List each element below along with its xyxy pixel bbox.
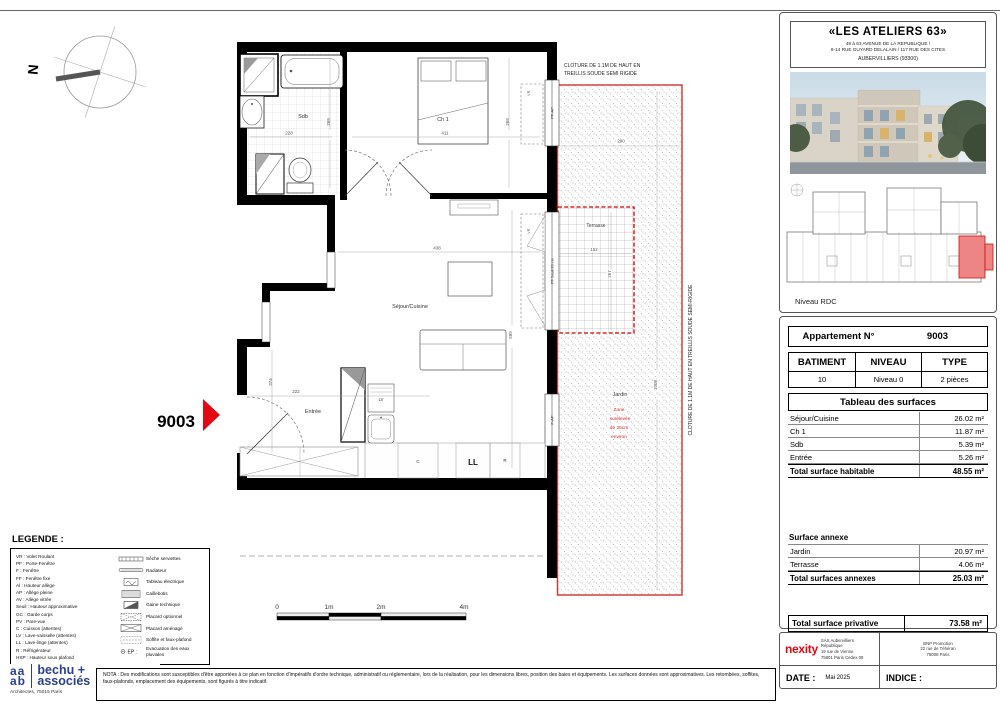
- legend-title: LEGENDE :: [12, 534, 64, 545]
- svg-text:CLOTURE DE 1.1M DE HAUT EN TR: CLOTURE DE 1.1M DE HAUT EN TREILLIS SOUDE SEMI-RIGIDE: [688, 284, 694, 436]
- north-compass-icon: [25, 26, 146, 117]
- svg-text:438: 438: [433, 245, 441, 251]
- legend-abbreviation: HSP : Hauteur sous plafond: [16, 654, 75, 660]
- nexity-logo: nexity: [785, 642, 818, 656]
- legend-abbreviation: FF : Fenêtre fixe: [16, 575, 51, 581]
- partner-cell: [880, 633, 996, 665]
- legend-symbol-row: Placard optionnel: [118, 611, 206, 623]
- toilet: [287, 158, 313, 193]
- svg-text:152: 152: [590, 247, 598, 252]
- col-batiment: BATIMENT: [789, 353, 855, 372]
- svg-text:CLOTURE DE 1.1M DE HAUT EN: CLOTURE DE 1.1M DE HAUT EN: [564, 63, 641, 69]
- private-total-row: Total surface privative 73.58 m²: [788, 615, 988, 632]
- bedroom-furniture: [418, 58, 488, 144]
- key-plan-caption: Niveau RDC: [795, 296, 837, 306]
- kitchen: [341, 368, 545, 478]
- table-row: Jardin 20.97 m²: [788, 545, 988, 558]
- svg-text:267: 267: [607, 270, 612, 278]
- legend-abbreviation: AP : Allège pleine: [16, 590, 53, 596]
- table-row: Séjour/Cuisine 26.02 m²: [788, 412, 988, 425]
- legend-abbreviation: PV : Pare-vue: [16, 618, 46, 624]
- sofa: [420, 330, 506, 370]
- legend-abbreviation: C : Cuisson (attentes): [16, 626, 62, 632]
- svg-text:de 25cm: de 25cm: [609, 426, 629, 431]
- unit-entrance-marker: [157, 399, 220, 431]
- habitable-total-row: Total surface habitable 48.55 m²: [788, 464, 988, 478]
- nota-disclaimer: NOTA : Des modifications sont susceptibles d'être apportées à ce plan en fonction d'impératifs d'ordre technique, administratif ou réglementaire, lors de la réalisation, pour les dimensions libres, position des baies et équipements. Les surfaces données sont approximatives. Les retombées, soffites, faux-plafonds, emplacement des équipements, sont figurés à titre indicatif.: [96, 668, 776, 701]
- room-label-sejour: Séjour/Cuisine: [392, 304, 428, 310]
- scale-bar: [275, 604, 468, 620]
- window-label: PF-AP: [549, 107, 555, 119]
- apartment-number-row: [788, 326, 988, 347]
- window-sejour-left: [262, 252, 335, 342]
- val-niveau: Niveau 0: [855, 372, 921, 387]
- washbasin: [240, 96, 264, 128]
- svg-text:374: 374: [268, 378, 273, 386]
- surfaces-panel: [779, 316, 997, 629]
- table-row: Sdb 5.39 m²: [788, 438, 988, 451]
- bathtub: [281, 55, 343, 88]
- project-address-line2: 8-14 RUE GUYARD DELALAIN / 117 RUE DES CITES: [830, 47, 946, 53]
- hob-label: C: [416, 459, 420, 464]
- room-label-terrasse: Terrasse: [586, 223, 606, 229]
- project-address-line1: 49 à 63 AVENUE DE LA REPUBLIQUE /: [845, 41, 931, 46]
- legend-symbol-row: Sèche serviettes: [118, 553, 206, 565]
- table-row: Entrée 5.26 m²: [788, 451, 988, 464]
- building-level-type-table: [788, 352, 988, 388]
- indice-label: INDICE :: [886, 672, 922, 683]
- col-niveau: NIVEAU: [855, 353, 921, 372]
- project-city: AUBERVILLIERS (93300): [858, 55, 918, 62]
- technical-duct: [256, 154, 284, 194]
- svg-text:TREILLIS SOUDE SEMI RIGIDE: TREILLIS SOUDE SEMI RIGIDE: [564, 71, 638, 77]
- svg-text:269: 269: [326, 118, 331, 126]
- val-type: 2 pièces: [921, 372, 987, 387]
- room-label-entree: Entrée: [304, 409, 322, 415]
- architect-name: bechu + associés: [37, 662, 91, 688]
- svg-text:Zone: Zone: [613, 408, 625, 413]
- room-label-jardin: Jardin: [612, 392, 628, 398]
- tall-unit: [341, 368, 365, 442]
- window-sejour-right: [545, 394, 559, 446]
- table-row: Terrasse 4.06 m²: [788, 558, 988, 571]
- svg-text:EP :: EP :: [127, 649, 137, 656]
- roller-shutter-zones: [521, 84, 543, 328]
- legend-symbol-row: EP : Evacuation des eaux pluviales: [118, 646, 206, 658]
- project-panel: [779, 12, 997, 313]
- apartment-label: Appartement N°: [802, 331, 875, 342]
- indice-cell: [880, 666, 996, 689]
- table: [448, 262, 492, 296]
- legend-abbreviation: PF : Porte-Fenêtre: [16, 561, 55, 567]
- partner-address: BNP Promotion 22 rue de Téhéran 75008 Paris: [920, 640, 956, 657]
- unit-number: 9003: [157, 412, 195, 431]
- annexe-surfaces-table: [788, 544, 988, 585]
- svg-text:surélevée: surélevée: [609, 417, 631, 422]
- annexe-surfaces-title: Surface annexe: [789, 533, 849, 542]
- svg-text:environ: environ: [611, 435, 627, 440]
- window-label: PF Seuil 20 cm: [550, 258, 555, 284]
- legend-abbreviations: [16, 553, 118, 661]
- legend-abbreviation: VR : Volet Roulant: [16, 554, 55, 559]
- vr-label: VR: [526, 90, 531, 96]
- table-row: Ch 1 11.87 m²: [788, 425, 988, 438]
- window-label: F-AP: [549, 415, 555, 425]
- apartment-number: 9003: [926, 331, 949, 342]
- svg-text:1m: 1m: [324, 604, 334, 611]
- tv-console: [450, 200, 498, 215]
- key-plan: [783, 176, 993, 310]
- legend-symbols: [118, 553, 206, 661]
- fridge-label: R: [503, 458, 507, 463]
- legend-abbreviation: LL : Lave-linge (attentes): [16, 640, 68, 646]
- key-plan-compass-icon: [791, 184, 803, 196]
- svg-text:4m: 4m: [459, 604, 469, 611]
- room-label-sdb: Sdb: [298, 114, 308, 120]
- svg-text:2m: 2m: [376, 604, 386, 611]
- habitable-surfaces-table: [788, 412, 988, 478]
- dishwasher: [368, 384, 394, 412]
- north-label: N: [24, 63, 42, 76]
- architect-subtitle: Architectes, 75015 Paris: [10, 690, 62, 695]
- project-title-block: [790, 21, 986, 68]
- svg-text:290: 290: [617, 138, 625, 144]
- legend-symbol-row: Tableau électrique: [118, 576, 206, 588]
- room-label-ch1: Ch 1: [437, 117, 449, 123]
- washer-label: LL: [468, 458, 478, 467]
- svg-text:0: 0: [275, 604, 279, 611]
- annexe-total-row: Total surfaces annexes 25.03 m²: [788, 571, 988, 585]
- date-value: Mai 2025: [825, 674, 851, 681]
- svg-text:269: 269: [505, 118, 510, 126]
- dishwasher-label: LV: [378, 397, 384, 402]
- svg-text:222: 222: [292, 389, 300, 394]
- entry-closet: [240, 447, 358, 476]
- key-plan-highlighted-unit: [959, 236, 993, 278]
- living-furniture: [420, 200, 506, 370]
- legend-abbreviation: GC : Garde corps: [16, 611, 53, 617]
- legend-abbreviation: Seuil : Hauteur approximative: [16, 604, 78, 610]
- shower: [240, 54, 278, 96]
- svg-text:228: 228: [285, 130, 293, 136]
- logo-divider: [31, 664, 32, 688]
- legend-abbreviation: F : Fenêtre: [16, 568, 39, 574]
- col-type: TYPE: [921, 353, 987, 372]
- svg-text:1008: 1008: [653, 379, 658, 391]
- surfaces-table-title: Tableau des surfaces: [788, 393, 988, 411]
- entrance-opening: [237, 395, 247, 453]
- jardin-area: [558, 85, 683, 595]
- val-batiment: 10: [817, 375, 827, 384]
- legend-symbol-row: Placard aménagé: [118, 623, 206, 635]
- legend-symbol-row: Caillebotis: [118, 588, 206, 600]
- architect-logo-icon: aa ab: [10, 664, 27, 688]
- legend-symbol-row: Radiateur: [118, 565, 206, 577]
- entrance-arrow-icon: [203, 399, 220, 431]
- developer-cell: [780, 633, 880, 665]
- project-photo: [790, 72, 986, 174]
- legend-abbreviation: R : Réfrigérateur: [16, 647, 51, 653]
- developer-address: SAS Aubervilliers République 19 rue de Vienne 75801 Paris Cedex 08: [820, 637, 864, 660]
- legend-abbreviation: Al : Hauteur allège: [16, 582, 55, 588]
- vr-label: VR: [526, 228, 531, 234]
- legend: [10, 534, 238, 665]
- rainwater-drain-icon: [118, 643, 146, 661]
- sink: [368, 415, 394, 443]
- window-ch1: [545, 80, 559, 146]
- svg-text:411: 411: [441, 130, 449, 136]
- svg-text:589: 589: [508, 331, 513, 339]
- legend-symbol-row: Soffite et faux-plafond: [118, 634, 206, 646]
- title-block-footer: [779, 632, 997, 689]
- legend-abbreviation: AV : Allège vitrée: [16, 597, 52, 603]
- project-title: «LES ATELIERS 63»: [828, 26, 948, 38]
- date-cell: [780, 666, 880, 689]
- bed: [418, 58, 488, 144]
- legend-symbol-row: Gaine technique: [118, 599, 206, 611]
- date-label: DATE :: [786, 672, 816, 683]
- legend-abbreviation: LV : Lave-vaisselle (attentes): [16, 633, 77, 639]
